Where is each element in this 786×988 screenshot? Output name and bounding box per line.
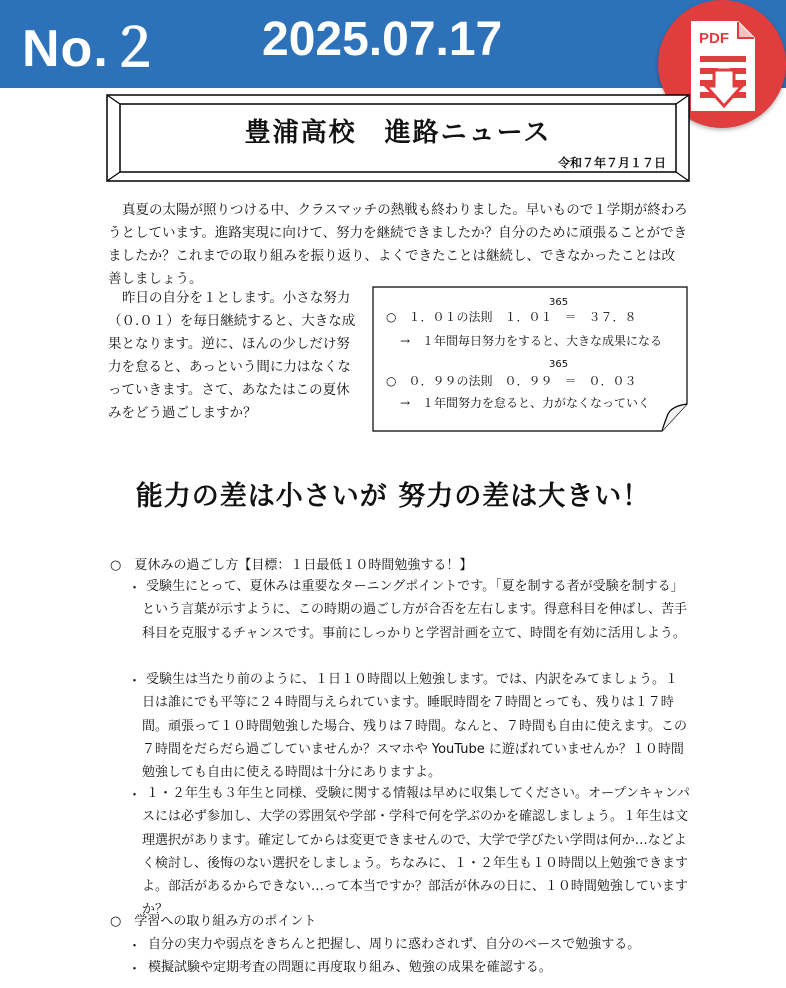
intro-paragraph-2: 昨日の自分を１とします。小さな努力（０.０１）を毎日継続すると、大きな成果となります。逆に、ほんの少しだけ努力を怠ると、あっという間に力はなくなっていきます。さて、あなたはこの夏休みをどう過ごしますか？ (108, 290, 356, 421)
bullet-dot: ・ (128, 674, 142, 689)
bullet-dot: ・ (128, 939, 142, 954)
study-item-1: 自分の実力や弱点をきちんと把握し、周りに惑わされず、自分のペースで勉強する。 (148, 937, 641, 952)
compound-rule-note (372, 286, 688, 432)
section-heading-study: ○ 学習への取り組み方のポイント (110, 914, 317, 929)
summer-item-2: 受験生は当たり前のように、１日１０時間以上勉強します。では、内訳をみてましょう。１日は誰にでも平等に２４時間与えられています。睡眠時間を７時間とっても、残りは１７時間。頑張って１０時間勉強した場合、残りは７時間。なんと、７時間も自由に使えます。この７時間をだらだら過ごしていませんか？スマホや YouTube に遊ばれていませんか？１０時間勉強しても自由に使える時間は十分にありますよ。 (142, 672, 687, 781)
bullet-dot: ・ (128, 581, 142, 596)
exponent-1: 365 (549, 297, 569, 308)
issue-number: No.２ (22, 20, 162, 78)
summer-item-1: 受験生にとって、夏休みは重要なターニングポイントです。「夏を制する者が受験を制する」という言葉が示すように、この時期の過ごし方が合否を左右します。得意科目を伸ばし、苦手科目を克服するチャンスです。事前にしっかりと学習計画を立て、時間を有効に活用しよう。 (142, 579, 687, 641)
bullet-dot: ・ (128, 962, 142, 977)
rule-line-2-sub: → １年間努力を怠ると、力がなくなっていく (400, 396, 651, 410)
newsletter-title: 豊浦高校 進路ニュース (244, 118, 552, 148)
section-heading-summer: ○ 夏休みの過ごし方【目標：１日最低１０時間勉強する！】 (110, 558, 473, 573)
rule-line-1-sub: → １年間毎日努力をすると、大きな成果になる (400, 334, 663, 348)
rule-line-2: ○ ０．９９の法則 ０．９９ ＝ ０．０３ (386, 374, 637, 388)
summer-item-3: １・２年生も３年生と同様、受験に関する情報は早めに収集してください。オープンキャンパスには必ず参加し、大学の雰囲気や学部・学科で何を学ぶのかを確認しましょう。１年生は文理選択があります。確定してからは変更できませんので、大学で学びたい学問は何か…などよく検討し、後悔のない選択をしましょう。ちなみに、１・２年生も１０時間以上勉強できますよ。部活があるからできない…って本当ですか？部活が休みの日に、１０時間勉強していますか？ (142, 786, 690, 918)
rule-line-1: ○ １．０１の法則 １．０１ ＝ ３７．８ (386, 310, 637, 324)
newsletter-title-box (106, 94, 690, 182)
intro-paragraph: 真夏の太陽が照りつける中、クラスマッチの熱戦も終わりました。早いもので１学期が終わろうとしています。進路実現に向けて、努力を継続できましたか？自分のために頑張ることができましたか？これまでの取り組みを振り返り、よくできたことは継続し、できなかったことは改善しましょう。 (108, 202, 688, 287)
exponent-2: 365 (549, 359, 569, 370)
pdf-label: PDF (699, 30, 729, 47)
bullet-dot: ・ (128, 788, 142, 803)
issue-date: 2025.07.17 (262, 13, 503, 66)
newsletter-date: 令和７年７月１７日 (557, 156, 666, 170)
slogan-heading: 能力の差は小さいが 努力の差は大きい！ (135, 481, 651, 512)
study-item-2: 模擬試験や定期考査の問題に再度取り組み、勉強の成果を確認する。 (148, 960, 552, 975)
